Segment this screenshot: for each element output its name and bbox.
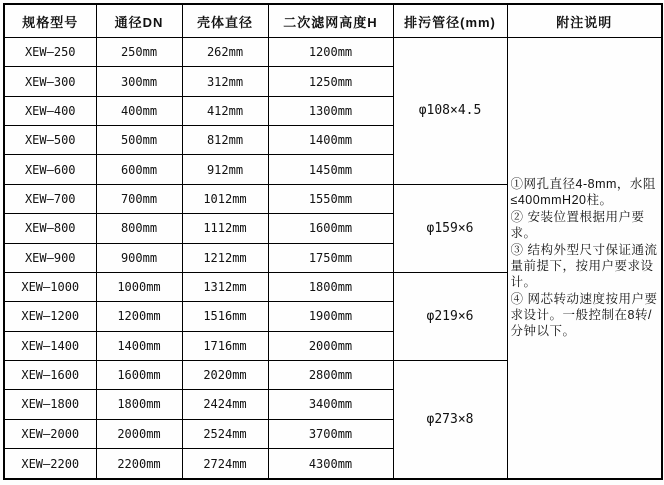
table-header-row: [4, 4, 662, 38]
cell-dn: 300mm: [96, 67, 182, 96]
cell-drain-diameter: φ219×6: [393, 272, 507, 360]
cell-height: 1450mm: [268, 155, 393, 184]
note-item: ③ 结构外型尺寸保证通流量前提下，按用户要求设计。: [510, 243, 658, 289]
col-header-drain-diameter: 排污管径(mm): [393, 4, 507, 38]
cell-height: 2800mm: [268, 360, 393, 389]
cell-dn: 1600mm: [96, 360, 182, 389]
note-item: ② 安装位置根据用户要求。: [510, 210, 645, 240]
cell-height: 1250mm: [268, 67, 393, 96]
cell-model: XEW—300: [4, 67, 96, 96]
cell-drain-diameter: φ273×8: [393, 360, 507, 479]
cell-height: 1550mm: [268, 184, 393, 213]
col-header-model: 规格型号: [4, 4, 96, 38]
col-header-notes: 附注说明: [507, 4, 662, 38]
cell-height: 3400mm: [268, 390, 393, 419]
cell-height: 2000mm: [268, 331, 393, 360]
cell-shell: 912mm: [182, 155, 268, 184]
cell-shell: 412mm: [182, 96, 268, 125]
cell-shell: 2424mm: [182, 390, 268, 419]
cell-drain-diameter: φ159×6: [393, 184, 507, 272]
cell-dn: 600mm: [96, 155, 182, 184]
table-body: [4, 38, 662, 480]
cell-shell: 1212mm: [182, 243, 268, 272]
cell-dn: 2000mm: [96, 419, 182, 448]
cell-shell: 1112mm: [182, 214, 268, 243]
cell-height: 1800mm: [268, 272, 393, 301]
note-item: ④ 网芯转动速度按用户要求设计。一般控制在8转/分钟以下。: [510, 292, 658, 338]
cell-dn: 250mm: [96, 38, 182, 67]
cell-dn: 1800mm: [96, 390, 182, 419]
cell-dn: 500mm: [96, 126, 182, 155]
cell-shell: 2020mm: [182, 360, 268, 389]
cell-shell: 262mm: [182, 38, 268, 67]
notes-cell: [507, 38, 662, 480]
cell-model: XEW—2200: [4, 449, 96, 479]
cell-height: 1900mm: [268, 302, 393, 331]
cell-height: 4300mm: [268, 449, 393, 479]
cell-dn: 1000mm: [96, 272, 182, 301]
col-header-nominal-diameter: 通径DN: [96, 4, 182, 38]
cell-model: XEW—1400: [4, 331, 96, 360]
cell-dn: 1200mm: [96, 302, 182, 331]
note-item: ①网孔直径4-8mm，水阻≤400mmH20柱。: [510, 177, 656, 207]
cell-model: XEW—800: [4, 214, 96, 243]
cell-model: XEW—400: [4, 96, 96, 125]
cell-model: XEW—1000: [4, 272, 96, 301]
cell-model: XEW—1800: [4, 390, 96, 419]
cell-shell: 2524mm: [182, 419, 268, 448]
cell-height: 3700mm: [268, 419, 393, 448]
cell-height: 1600mm: [268, 214, 393, 243]
cell-dn: 2200mm: [96, 449, 182, 479]
cell-dn: 1400mm: [96, 331, 182, 360]
cell-shell: 1312mm: [182, 272, 268, 301]
cell-dn: 700mm: [96, 184, 182, 213]
cell-model: XEW—900: [4, 243, 96, 272]
cell-height: 1750mm: [268, 243, 393, 272]
cell-shell: 312mm: [182, 67, 268, 96]
cell-height: 1400mm: [268, 126, 393, 155]
cell-drain-diameter: φ108×4.5: [393, 38, 507, 185]
cell-shell: 812mm: [182, 126, 268, 155]
cell-model: XEW—250: [4, 38, 96, 67]
col-header-filter-height: 二次滤网高度H: [268, 4, 393, 38]
cell-model: XEW—1600: [4, 360, 96, 389]
table-row: [4, 38, 662, 67]
cell-height: 1300mm: [268, 96, 393, 125]
cell-shell: 2724mm: [182, 449, 268, 479]
cell-dn: 400mm: [96, 96, 182, 125]
cell-model: XEW—2000: [4, 419, 96, 448]
cell-dn: 800mm: [96, 214, 182, 243]
cell-shell: 1012mm: [182, 184, 268, 213]
col-header-shell-diameter: 壳体直径: [182, 4, 268, 38]
spec-table: [3, 3, 663, 480]
cell-height: 1200mm: [268, 38, 393, 67]
cell-model: XEW—1200: [4, 302, 96, 331]
cell-shell: 1716mm: [182, 331, 268, 360]
cell-model: XEW—500: [4, 126, 96, 155]
cell-model: XEW—700: [4, 184, 96, 213]
cell-dn: 900mm: [96, 243, 182, 272]
cell-model: XEW—600: [4, 155, 96, 184]
cell-shell: 1516mm: [182, 302, 268, 331]
